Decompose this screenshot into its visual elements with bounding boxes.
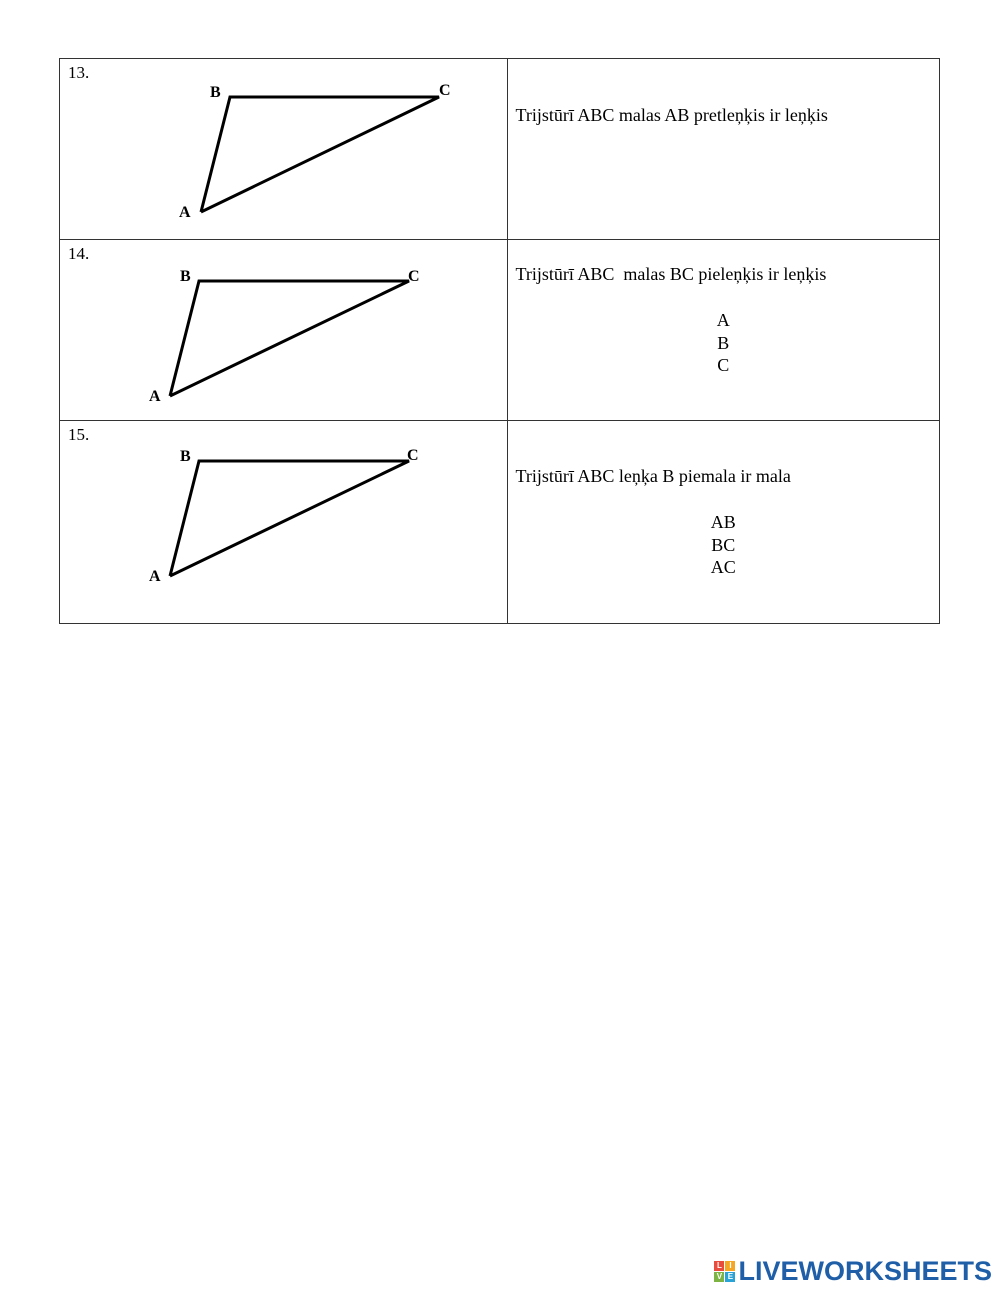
option-item[interactable]: B — [717, 332, 730, 353]
triangle-shape — [170, 461, 409, 576]
vertex-label-b: B — [210, 84, 221, 101]
triangle-shape — [170, 281, 409, 396]
figure-cell-15 — [60, 421, 508, 624]
vertex-label-a: A — [179, 204, 191, 221]
option-item[interactable]: A — [716, 310, 730, 330]
logo-text: LIVEWORKSHEETS — [738, 1255, 992, 1286]
vertex-label-a: A — [149, 568, 161, 585]
question-row-14 — [60, 240, 940, 421]
triangle-figure-14 — [60, 240, 507, 420]
question-cell-13 — [507, 59, 940, 240]
answer-options — [508, 309, 940, 377]
vertex-label-b: B — [180, 268, 191, 285]
liveworksheets-logo — [714, 1257, 992, 1285]
figure-cell-14 — [60, 240, 508, 421]
question-text: Trijstūrī ABC malas AB pretleņķis ir leņķis — [515, 105, 828, 125]
option-item[interactable]: C — [717, 355, 730, 375]
logo-letter: E — [725, 1272, 735, 1282]
triangle-figure-15 — [60, 421, 507, 623]
question-text: Trijstūrī ABC malas BC pieleņķis ir leņķis — [515, 264, 827, 284]
question-cell-15 — [507, 421, 940, 624]
logo-letter: I — [725, 1261, 735, 1271]
vertex-label-b: B — [180, 448, 191, 465]
vertex-label-c: C — [407, 447, 419, 464]
question-number: 13. — [68, 63, 90, 82]
figure-cell-13 — [60, 59, 508, 240]
question-row-13 — [60, 59, 940, 240]
logo-icon — [714, 1261, 735, 1282]
question-cell-14 — [507, 240, 940, 421]
question-number: 14. — [68, 244, 90, 263]
question-row-15 — [60, 421, 940, 624]
triangle-shape — [201, 97, 439, 212]
option-item[interactable]: BC — [711, 534, 736, 555]
vertex-label-c: C — [439, 82, 451, 99]
logo-letter: V — [714, 1272, 724, 1282]
option-item[interactable]: AB — [710, 512, 736, 532]
vertex-label-c: C — [408, 268, 420, 285]
answer-options — [508, 511, 940, 579]
vertex-label-a: A — [149, 388, 161, 405]
triangle-figure-13 — [60, 59, 507, 239]
logo-letter: L — [714, 1261, 724, 1271]
option-item[interactable]: AC — [710, 557, 736, 577]
question-text: Trijstūrī ABC leņķa B piemala ir mala — [515, 466, 791, 486]
worksheet-table — [59, 58, 940, 624]
question-number: 15. — [68, 425, 90, 444]
